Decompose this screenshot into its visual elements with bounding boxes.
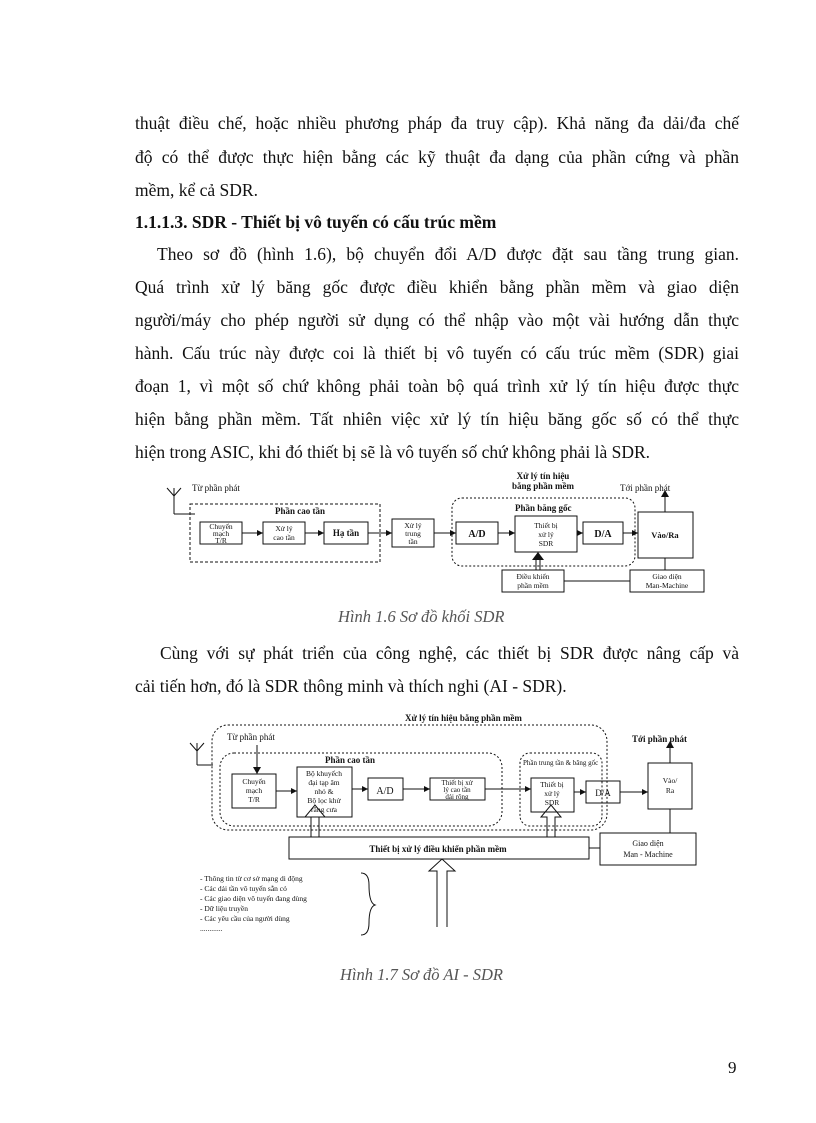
block-switch: mạch [212,529,230,538]
body-line: Cùng với sự phát triển của công nghệ, các thiết bị SDR được nâng cấp và [160,643,739,663]
input-item: - Thông tin từ cơ sở mạng di động [200,874,303,883]
label-sw-group: Xử lý tín hiệu bằng phần mềm [405,713,522,723]
block-ctrl-bar: Thiết bị xử lý điều khiển phần mềm [369,844,507,854]
block-switch: Chuyển [209,522,233,531]
label-from-tx: Từ phần phát [227,732,275,742]
input-item: - Dữ liệu truyền [200,904,249,913]
body-line: người/máy cho phép người sử dụng có thể nhập vào một vài hướng dẫn thực [135,310,739,330]
label-to-tx: Tới phần phát [620,483,671,493]
block-lna: Bộ lọc khử [307,796,341,805]
block-if-proc: tần [408,537,418,546]
block-lna: đại tạp âm [308,778,340,787]
body-line: đoạn 1, vì một số chứ không phải toàn bộ quá trình xử lý tín hiệu được thực [135,376,739,396]
block-io: Vào/Ra [651,530,679,540]
block-adc: A/D [468,529,486,540]
input-item: - Các dải tần vô tuyến sẵn có [200,884,287,893]
block-lna: nhỏ & [314,787,334,796]
page-number: 9 [728,1058,737,1077]
input-item: - Các giao diện vô tuyến đang dùng [200,894,307,903]
section-heading: 1.1.1.3. SDR - Thiết bị vô tuyến có cấu trúc mềm [135,212,497,232]
input-item: ............ [200,924,223,933]
label-rf-group: Phần cao tần [325,755,376,765]
label-sw-group: Xử lý tín hiệu [516,471,570,481]
label-from-tx: Từ phần phát [192,483,240,493]
block-wb-proc: dải rộng [445,793,469,801]
figure-1-7-caption: Hình 1.7 Sơ đồ AI - SDR [340,965,503,984]
block-sdr: SDR [538,539,554,548]
body-line: mềm, kể cả SDR. [135,180,258,200]
block-lna: răng cưa [311,805,337,814]
block-sdr: xử lý [544,789,560,798]
block-lna: Bộ khuyếch [305,769,343,778]
body-line: thuật điều chế, hoặc nhiều phương pháp đa truy cập). Khả năng đa dải/đa chế [135,113,739,133]
block-sw-ctrl: phần mềm [517,581,549,590]
block-mmi: Man-Machine [645,581,689,590]
block-switch: T/R [248,795,260,804]
block-io: Ra [665,786,675,795]
block-sdr: Thiết bị [534,521,558,530]
label-rf-group: Phần cao tần [275,506,326,516]
body-line: hành. Cấu trúc này được coi là thiết bị vô tuyến có cấu trúc mềm (SDR) giai [135,343,739,363]
body-line: hiện bằng phần mềm. Tất nhiên việc xử lý tín hiệu băng gốc số có thể thực [135,409,739,429]
block-dac: D/A [595,788,611,798]
block-wb-proc: Thiết bị xử [441,779,473,787]
block-rf-proc: cao tần [273,533,295,542]
block-if-proc: trung [405,529,421,538]
block-adc: A/D [376,786,394,797]
body-line: cải tiến hơn, đó là SDR thông minh và thích nghi (AI - SDR). [135,676,567,696]
body-line: hiện trong ASIC, khi đó thiết bị sẽ là vô tuyến số chứ không phải là SDR. [135,442,651,462]
block-mmi: Giao diện [632,839,664,848]
body-line: độ có thể được thực hiện bằng các kỹ thuật đa dạng của phần cứng và phần [135,147,739,167]
label-to-tx: Tới phần phát [632,734,688,744]
label-bb-group: Phần băng gốc [515,503,572,513]
block-mmi: Man - Machine [623,850,673,859]
input-item: - Các yêu cầu của người dùng [200,914,290,923]
body-line: Theo sơ đồ (hình 1.6), bộ chuyển đổi A/D được đặt sau tầng trung gian. [157,244,739,264]
figure-1-7-diagram [185,705,715,940]
block-sw-ctrl: Điều khiển [516,572,550,581]
block-wb-proc: lý cao tần [443,786,471,794]
block-sdr: SDR [544,798,560,807]
block-io: Vào/ [662,776,678,785]
label-ifbb-group: Phần trung tần & băng gốc [523,759,599,767]
figure-1-6-caption: Hình 1.6 Sơ đồ khối SDR [338,607,505,626]
block-switch: Chuyển [242,777,266,786]
block-sdr: xử lý [538,530,554,539]
block-dac: D/A [594,529,612,540]
label-sw-group: bằng phần mềm [511,481,575,491]
block-rf-proc: Xử lý [275,524,293,533]
block-mmi: Giao diện [652,572,682,581]
figure-1-6-diagram [160,466,720,601]
body-line: Quá trình xử lý băng gốc được điều khiển bằng phần mềm và giao diện [135,277,739,297]
block-switch: mạch [245,786,263,795]
block-down-conv: Hạ tần [332,528,360,538]
block-sdr: Thiết bị [540,780,564,789]
block-switch: T/R [215,536,227,545]
block-if-proc: Xử lý [404,521,422,530]
